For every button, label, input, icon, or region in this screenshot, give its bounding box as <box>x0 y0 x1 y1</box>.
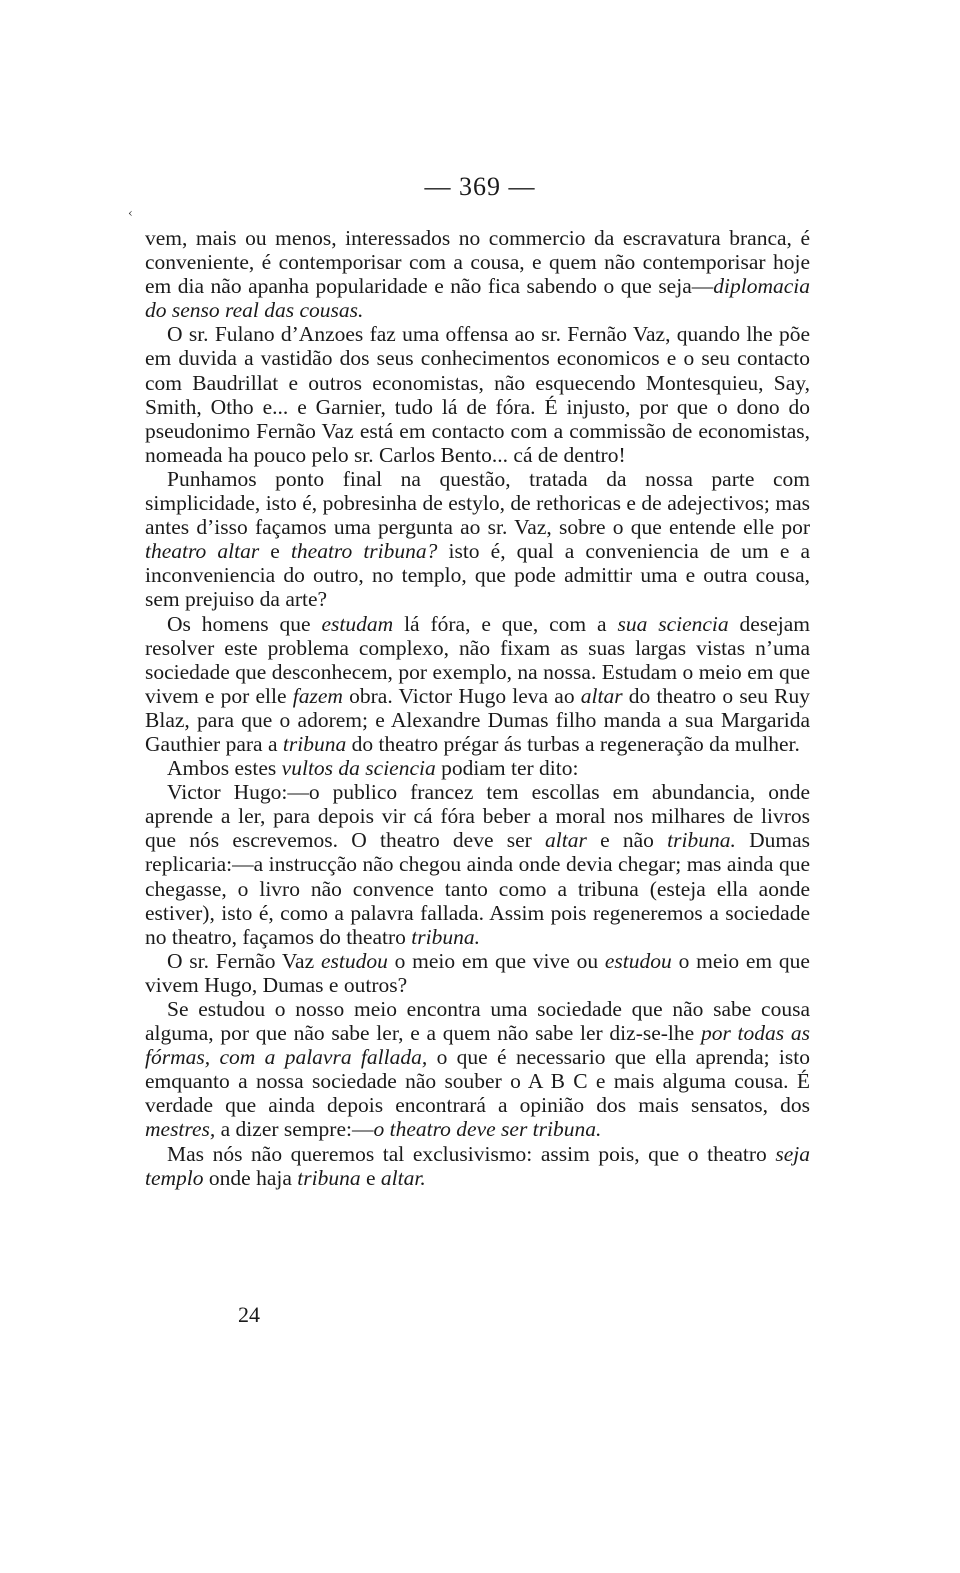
paragraph <box>145 1142 810 1190</box>
italic-text: altar <box>580 683 623 708</box>
italic-text: o theatro deve ser tribuna. <box>373 1117 602 1142</box>
italic-text: estudam <box>321 611 394 636</box>
paragraph <box>145 322 810 467</box>
italic-text: theatro tribuna? <box>290 539 438 564</box>
paragraph <box>145 756 810 780</box>
paragraph <box>145 226 810 322</box>
text-run: lá fóra, e que, com a <box>393 611 618 636</box>
text-run: do theatro prégar ás turbas a regeneração da mulher. <box>346 731 800 756</box>
paragraph <box>145 949 810 997</box>
italic-text: tribuna <box>282 731 347 756</box>
italic-text: sua sciencia <box>617 611 729 636</box>
text-run: O sr. Fernão Vaz <box>167 948 321 973</box>
text-run: Punhamos ponto final na questão, tratada da nossa parte com simplicidade, isto é, pobresinha de estylo, de rethoricas e de adejectivos; mas antes d’isso façamos uma pergunta ao sr. Vaz, sobre o que entende elle por <box>145 466 810 540</box>
paragraph <box>145 467 810 612</box>
text-run: do theatro o seu Ruy Blaz, para que o adorem; e Alexandre Dumas filho manda a sua Margarida Gauthier para a <box>145 683 811 756</box>
body-text <box>145 226 810 1190</box>
italic-text: altar. <box>380 1165 426 1190</box>
text-run: desejam resolver este problema complexo, não fixam as suas largas vistas n’uma sociedade que desconhecem, por exemplo, na nossa. Estudam o meio em que vivem e por elle <box>145 611 810 708</box>
text-run: e não <box>586 828 668 853</box>
italic-text: por todas as fórmas, com a palavra fallada, <box>145 1021 810 1070</box>
italic-text: tribuna. <box>667 828 736 853</box>
text-run: podiam ter dito: <box>435 756 579 781</box>
text-run: vem, mais ou menos, interessados no commercio da escravatura branca, é conveniente, é contemporisar com a cousa, e quem não contemporisar hoje em dia não apanha popularidade e não fica sabendo o que seja— <box>145 226 810 299</box>
text-run: o meio em que vive ou <box>387 948 605 973</box>
italic-text: diplomacia do senso real das cousas. <box>145 274 810 323</box>
text-run: Os homens que <box>167 611 322 636</box>
italic-text: estudou <box>604 948 672 973</box>
text-run: Mas nós não queremos tal exclusivismo: assim pois, que o theatro <box>167 1141 776 1166</box>
italic-text: seja templo <box>145 1141 810 1190</box>
italic-text: theatro altar <box>145 539 260 564</box>
italic-text: tribuna <box>297 1165 361 1190</box>
text-run: isto é, qual a conveniencia de um e a inconveniencia do outro, no templo, que pode admittir uma e outra cousa, sem prejuiso da arte? <box>145 539 810 612</box>
text-run: Dumas replicaria:—a instrucção não chegou ainda onde devia chegar; mas ainda que chegasse, o livro não convence tanto como a tribuna (esteja ella aonde estiver), isto é, como a palavra fallada. Assim pois regeneremos a sociedade no theatro, façamos do theatro <box>145 828 810 949</box>
signature-mark: 24 <box>238 1302 260 1327</box>
italic-text: estudou <box>320 948 388 973</box>
paragraph <box>145 780 810 949</box>
text-run: e <box>259 539 291 564</box>
text-run: a dizer sempre:— <box>215 1117 374 1142</box>
text-run: Victor Hugo:—o publico francez tem escollas em abundancia, onde aprende a ler, para depois vir cá fóra beber a moral nos milhares de livros que nós escrevemos. O theatro deve ser <box>145 780 810 853</box>
text-run: e <box>360 1165 381 1190</box>
text-run: onde haja <box>203 1165 298 1190</box>
text-run: Ambos estes <box>167 756 282 781</box>
paragraph <box>145 612 810 757</box>
italic-text: vultos da sciencia <box>281 756 436 781</box>
margin-mark: ‹ <box>128 206 133 220</box>
text-run: Se estudou o nosso meio encontra uma sociedade que não sabe cousa alguma, por que não sabe ler, e a quem não sabe ler diz-se-lhe <box>145 997 810 1046</box>
page-number: — 369 — <box>424 172 536 201</box>
text-run: o meio em que vivem Hugo, Dumas e outros? <box>145 948 810 997</box>
italic-text: fazem <box>292 683 343 708</box>
italic-text: altar <box>545 828 587 853</box>
italic-text: mestres, <box>145 1117 216 1142</box>
text-run: O sr. Fulano d’Anzoes faz uma offensa ao sr. Fernão Vaz, quando lhe põe em duvida a vastidão dos seus conhecimentos economicos e o seu contacto com Baudrillat e outros economistas, não esquecendo Montesquieu, Say, Smith, Otho e... e Garnier, tudo lá de fóra. É injusto, por que o dono do pseudonimo Fernão Vaz está em contacto com a commissão de economistas, nomeada ha pouco pelo sr. Carlos Bento... cá de dentro! <box>145 322 810 467</box>
text-run: o que é necessario que ella aprenda; isto emquanto a nossa sociedade não souber o A B C e mais alguma cousa. É verdade que ainda depois encontrará a opinião dos mais sensatos, dos <box>145 1045 810 1118</box>
paragraph <box>145 997 810 1142</box>
text-run: obra. Victor Hugo leva ao <box>342 683 581 708</box>
italic-text: tribuna. <box>411 924 480 949</box>
